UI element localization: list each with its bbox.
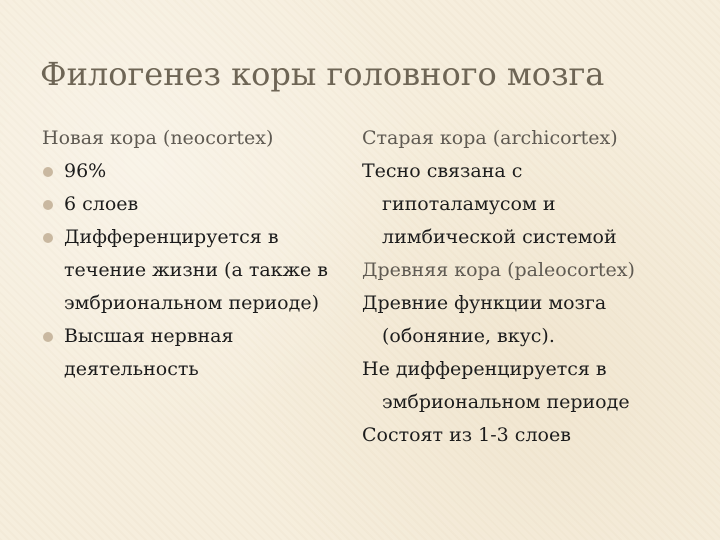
bullet-text: Высшая нервная деятельность xyxy=(64,325,234,380)
bullet-item-differentiation xyxy=(42,221,347,320)
bullet-dot-icon xyxy=(43,200,53,210)
bullet-item-layers xyxy=(42,188,347,221)
paleocortex-heading: Древняя кора (paleocortex) xyxy=(362,259,635,281)
archicortex-heading: Старая кора (archicortex) xyxy=(362,127,618,149)
bullet-text: 96% xyxy=(64,160,107,182)
archi-paleo-column xyxy=(362,122,702,452)
bullet-dot-icon xyxy=(43,167,53,177)
neocortex-column xyxy=(42,122,347,386)
bullet-item-percent xyxy=(42,155,347,188)
bullet-text: 6 слоев xyxy=(64,193,139,215)
bullet-dot-icon xyxy=(43,332,53,342)
paleocortex-layers: Состоят из 1-3 слоев xyxy=(362,424,571,446)
bullet-item-higher-activity xyxy=(42,320,347,386)
paleocortex-functions: Древние функции мозга (обоняние, вкус). xyxy=(362,292,607,347)
paleocortex-differentiation: Не дифференцируется в эмбриональном периоде xyxy=(362,358,630,413)
slide-title: Филогенез коры головного мозга xyxy=(40,55,605,93)
bullet-text: Дифференцируется в течение жизни (а также в эмбриональном периоде) xyxy=(64,226,328,314)
bullet-dot-icon xyxy=(43,233,53,243)
neocortex-heading: Новая кора (neocortex) xyxy=(42,127,274,149)
neocortex-bullet-list xyxy=(42,155,347,386)
archicortex-description: Тесно связана с гипоталамусом и лимбической системой xyxy=(362,160,617,248)
